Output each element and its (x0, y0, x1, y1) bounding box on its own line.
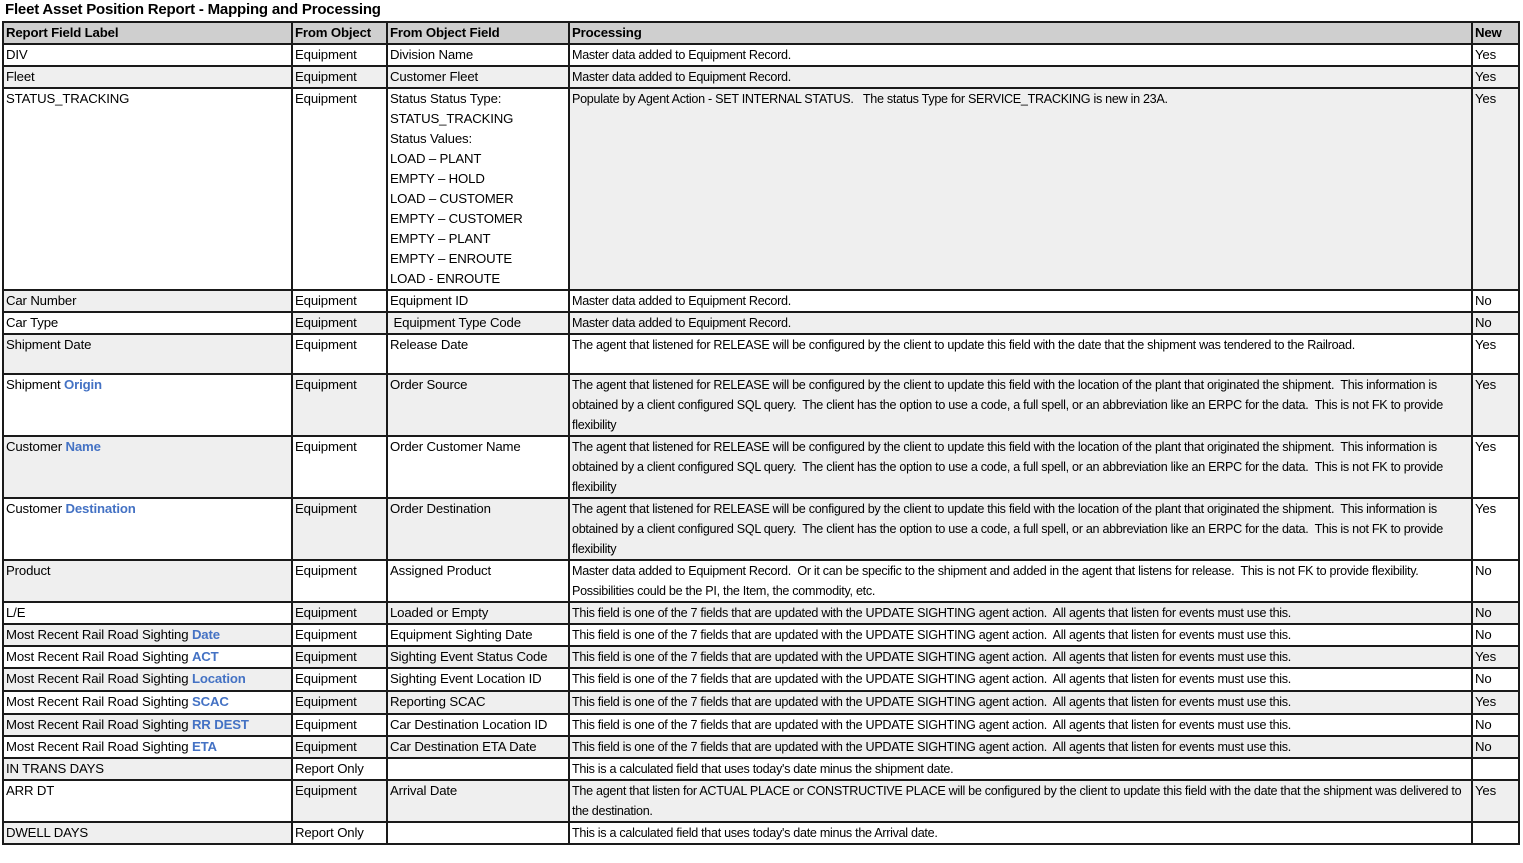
cell-from-object: Equipment (292, 780, 387, 822)
cell-from-object-field: Loaded or Empty (387, 602, 569, 624)
label-highlight: ACT (191, 649, 219, 664)
cell-from-object: Equipment (292, 66, 387, 88)
cell-from-object-field: Release Date (387, 334, 569, 374)
cell-from-object-field (387, 758, 569, 780)
cell-from-object-field: Equipment Sighting Date (387, 624, 569, 646)
label-highlight: Name (65, 439, 101, 454)
cell-from-object-field: Sighting Event Status Code (387, 646, 569, 668)
cell-from-object: Equipment (292, 374, 387, 436)
table-row (3, 374, 1519, 436)
table-row (3, 736, 1519, 758)
cell-processing: The agent that listened for RELEASE will be configured by the client to update this field with the location of the plant that originated the shipment. This information is obtained by a client configured SQL query. The client has the option to use a code, a full spell, or an abbreviation like an ERPC for the data. This is not FK to provide flexibility (569, 436, 1472, 498)
cell-from-object: Equipment (292, 646, 387, 668)
label-text: Most Recent Rail Road Sighting (6, 739, 192, 754)
cell-report-field-label (3, 758, 292, 780)
table-row (3, 66, 1519, 88)
label-text: Most Recent Rail Road Sighting (6, 717, 192, 732)
label-text: DIV (6, 47, 28, 62)
cell-new: No (1472, 602, 1519, 624)
label-highlight: Location (191, 671, 246, 686)
cell-from-object-field: Order Destination (387, 498, 569, 560)
cell-from-object-field: Division Name (387, 44, 569, 66)
label-highlight: RR DEST (191, 717, 249, 732)
cell-processing: Populate by Agent Action - SET INTERNAL STATUS. The status Type for SERVICE_TRACKING is new in 23A. (569, 88, 1472, 290)
cell-from-object: Equipment (292, 44, 387, 66)
cell-report-field-label (3, 736, 292, 758)
cell-processing: This is a calculated field that uses today's date minus the Arrival date. (569, 822, 1472, 844)
cell-from-object-field: Reporting SCAC (387, 691, 569, 714)
label-text: Fleet (6, 69, 35, 84)
label-text: Customer (6, 501, 66, 516)
field-line: Status Status Type: (390, 91, 502, 106)
cell-processing: The agent that listened for RELEASE will be configured by the client to update this field with the location of the plant that originated the shipment. This information is obtained by a client configured SQL query. The client has the option to use a code, a full spell, or an abbreviation like an ERPC for the data. This is not FK to provide flexibility (569, 374, 1472, 436)
cell-processing: Master data added to Equipment Record. (569, 66, 1472, 88)
label-highlight: Date (191, 627, 220, 642)
label-text: Car Type (6, 315, 59, 330)
field-line: EMPTY – CUSTOMER (390, 211, 523, 226)
cell-from-object-field: Order Customer Name (387, 436, 569, 498)
label-text: Most Recent Rail Road Sighting (6, 649, 192, 664)
cell-from-object: Equipment (292, 498, 387, 560)
table-row (3, 780, 1519, 822)
label-text: Customer (6, 439, 66, 454)
cell-from-object-field: Equipment Type Code (387, 312, 569, 334)
cell-processing: Master data added to Equipment Record. (569, 290, 1472, 312)
label-highlight: SCAC (191, 694, 229, 709)
label-text: Car Number (6, 293, 77, 308)
cell-processing: This field is one of the 7 fields that are updated with the UPDATE SIGHTING agent action. All agents that listen for events must use this. (569, 714, 1472, 736)
table-row (3, 498, 1519, 560)
cell-from-object: Report Only (292, 758, 387, 780)
table-row (3, 646, 1519, 668)
label-text: Most Recent Rail Road Sighting (6, 671, 192, 686)
cell-from-object-field: Assigned Product (387, 560, 569, 602)
cell-from-object: Equipment (292, 691, 387, 714)
label-highlight: Origin (64, 377, 102, 392)
field-line: EMPTY – ENROUTE (390, 251, 513, 266)
cell-processing: Master data added to Equipment Record. (569, 44, 1472, 66)
cell-from-object: Equipment (292, 624, 387, 646)
cell-processing: This field is one of the 7 fields that are updated with the UPDATE SIGHTING agent action. All agents that listen for events must use this. (569, 646, 1472, 668)
cell-report-field-label (3, 66, 292, 88)
cell-new: No (1472, 560, 1519, 602)
cell-processing: This is a calculated field that uses today's date minus the shipment date. (569, 758, 1472, 780)
cell-new: No (1472, 290, 1519, 312)
cell-report-field-label (3, 780, 292, 822)
field-line: STATUS_TRACKING (390, 111, 514, 126)
table-row (3, 312, 1519, 334)
label-text: Product (6, 563, 51, 578)
cell-processing: Master data added to Equipment Record. Or it can be specific to the shipment and added in the agent that listens for release. This is not FK to provide flexibility. Possibilities could be the PI, the Item, the commodity, etc. (569, 560, 1472, 602)
cell-processing: The agent that listened for RELEASE will be configured by the client to update this field with the date that the shipment was tendered to the Railroad. (569, 334, 1472, 374)
cell-from-object: Report Only (292, 822, 387, 844)
page-title: Fleet Asset Position Report - Mapping and Processing (5, 1, 381, 18)
cell-new: No (1472, 668, 1519, 691)
label-text: Most Recent Rail Road Sighting (6, 627, 192, 642)
table-row (3, 44, 1519, 66)
cell-new: No (1472, 624, 1519, 646)
cell-from-object-field: Sighting Event Location ID (387, 668, 569, 691)
cell-processing: The agent that listened for RELEASE will be configured by the client to update this field with the location of the plant that originated the shipment. This information is obtained by a client configured SQL query. The client has the option to use a code, a full spell, or an abbreviation like an ERPC for the data. This is not FK to provide flexibility (569, 498, 1472, 560)
cell-from-object: Equipment (292, 560, 387, 602)
header-from-object-field: From Object Field (387, 22, 569, 44)
cell-new: Yes (1472, 88, 1519, 290)
cell-new (1472, 758, 1519, 780)
table-row (3, 758, 1519, 780)
cell-new: No (1472, 312, 1519, 334)
field-line: EMPTY – HOLD (390, 171, 485, 186)
cell-processing: The agent that listen for ACTUAL PLACE or CONSTRUCTIVE PLACE will be configured by the client to update this field with the date that the shipment was delivered to the destination. (569, 780, 1472, 822)
cell-report-field-label (3, 498, 292, 560)
header-report-field-label: Report Field Label (3, 22, 292, 44)
table-row (3, 602, 1519, 624)
cell-new: No (1472, 736, 1519, 758)
cell-processing: Master data added to Equipment Record. (569, 312, 1472, 334)
label-text: ARR DT (6, 783, 55, 798)
field-line: LOAD – CUSTOMER (390, 191, 514, 206)
cell-report-field-label (3, 436, 292, 498)
label-text: Most Recent Rail Road Sighting (6, 694, 192, 709)
cell-from-object-field: Customer Fleet (387, 66, 569, 88)
label-highlight: ETA (191, 739, 217, 754)
field-line: LOAD - ENROUTE (390, 271, 501, 286)
cell-from-object-field: Car Destination ETA Date (387, 736, 569, 758)
cell-report-field-label (3, 44, 292, 66)
table-row (3, 436, 1519, 498)
table-row (3, 822, 1519, 844)
table-row (3, 714, 1519, 736)
cell-report-field-label (3, 560, 292, 602)
label-highlight: Destination (65, 501, 136, 516)
cell-from-object: Equipment (292, 602, 387, 624)
cell-from-object: Equipment (292, 88, 387, 290)
table-row (3, 290, 1519, 312)
cell-report-field-label (3, 691, 292, 714)
cell-from-object-field: Order Source (387, 374, 569, 436)
label-text: Shipment Date (6, 337, 92, 352)
cell-report-field-label (3, 602, 292, 624)
cell-from-object-field (387, 822, 569, 844)
cell-from-object-field (387, 88, 569, 290)
label-text: L/E (6, 605, 26, 620)
cell-from-object-field: Equipment ID (387, 290, 569, 312)
cell-new: Yes (1472, 374, 1519, 436)
cell-report-field-label (3, 646, 292, 668)
label-text: STATUS_TRACKING (6, 91, 130, 106)
cell-new: Yes (1472, 334, 1519, 374)
cell-report-field-label (3, 290, 292, 312)
cell-processing: This field is one of the 7 fields that are updated with the UPDATE SIGHTING agent action. All agents that listen for events must use this. (569, 691, 1472, 714)
table-row (3, 668, 1519, 691)
cell-new: Yes (1472, 436, 1519, 498)
cell-new: Yes (1472, 646, 1519, 668)
cell-from-object-field: Arrival Date (387, 780, 569, 822)
field-line: LOAD – PLANT (390, 151, 482, 166)
cell-new: Yes (1472, 498, 1519, 560)
cell-report-field-label (3, 88, 292, 290)
cell-processing: This field is one of the 7 fields that are updated with the UPDATE SIGHTING agent action. All agents that listen for events must use this. (569, 736, 1472, 758)
header-new: New (1472, 22, 1519, 44)
mapping-table (2, 21, 1520, 845)
table-row (3, 334, 1519, 374)
cell-report-field-label (3, 714, 292, 736)
table-row (3, 560, 1519, 602)
cell-processing: This field is one of the 7 fields that are updated with the UPDATE SIGHTING agent action. All agents that listen for events must use this. (569, 668, 1472, 691)
cell-from-object: Equipment (292, 436, 387, 498)
cell-new (1472, 822, 1519, 844)
table-row (3, 88, 1519, 290)
cell-from-object: Equipment (292, 668, 387, 691)
label-text: Shipment (6, 377, 65, 392)
cell-report-field-label (3, 822, 292, 844)
cell-from-object: Equipment (292, 334, 387, 374)
cell-new: No (1472, 714, 1519, 736)
cell-new: Yes (1472, 66, 1519, 88)
cell-new: Yes (1472, 780, 1519, 822)
cell-from-object: Equipment (292, 714, 387, 736)
table-row (3, 691, 1519, 714)
cell-from-object: Equipment (292, 290, 387, 312)
field-line: EMPTY – PLANT (390, 231, 491, 246)
cell-report-field-label (3, 624, 292, 646)
cell-report-field-label (3, 668, 292, 691)
label-text: IN TRANS DAYS (6, 761, 104, 776)
cell-new: Yes (1472, 691, 1519, 714)
cell-from-object: Equipment (292, 312, 387, 334)
cell-new: Yes (1472, 44, 1519, 66)
field-line: Status Values: (390, 131, 472, 146)
cell-processing: This field is one of the 7 fields that are updated with the UPDATE SIGHTING agent action. All agents that listen for events must use this. (569, 602, 1472, 624)
cell-from-object: Equipment (292, 736, 387, 758)
cell-report-field-label (3, 374, 292, 436)
cell-from-object-field: Car Destination Location ID (387, 714, 569, 736)
table-header-row (3, 22, 1519, 44)
cell-report-field-label (3, 312, 292, 334)
header-from-object: From Object (292, 22, 387, 44)
table-row (3, 624, 1519, 646)
header-processing: Processing (569, 22, 1472, 44)
cell-report-field-label (3, 334, 292, 374)
cell-processing: This field is one of the 7 fields that are updated with the UPDATE SIGHTING agent action. All agents that listen for events must use this. (569, 624, 1472, 646)
label-text: DWELL DAYS (6, 825, 89, 840)
